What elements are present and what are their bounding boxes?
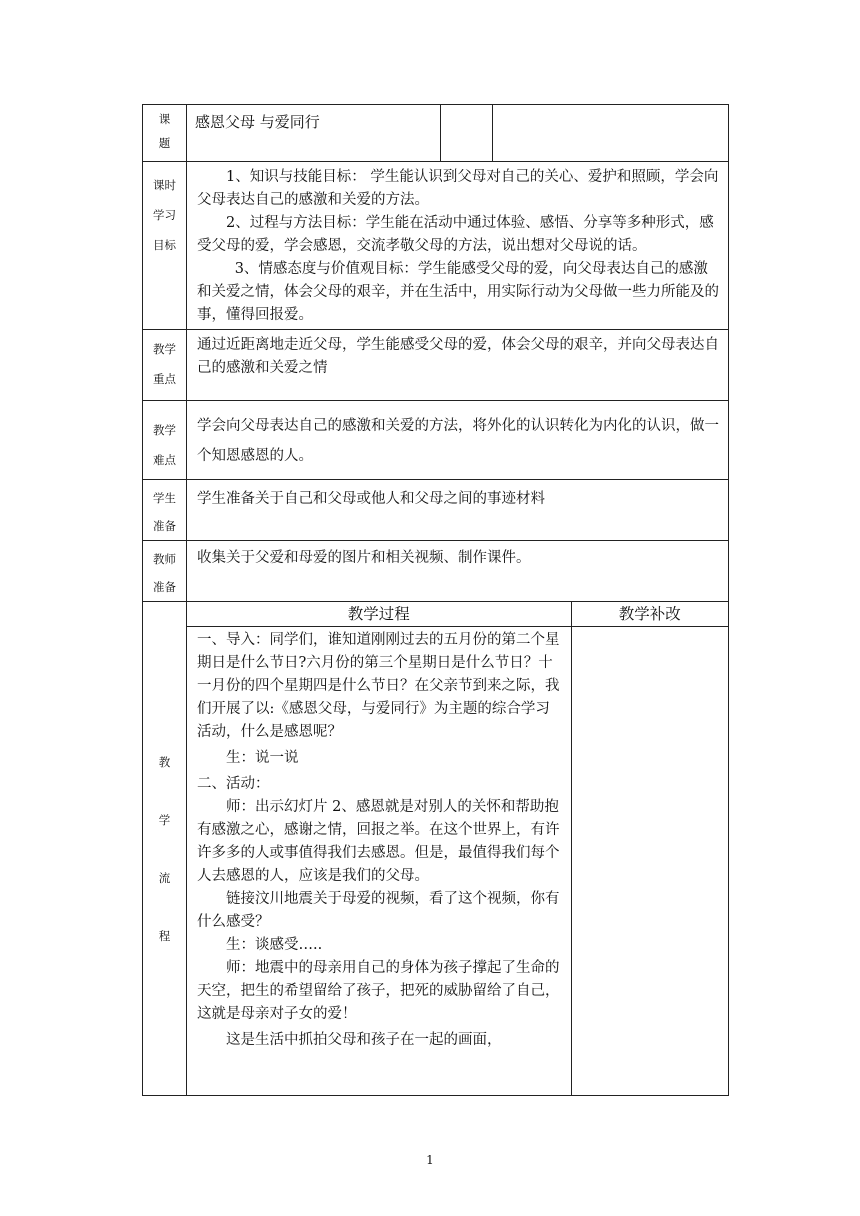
- label-teaching-flow: [143, 602, 187, 1096]
- label-difficulties-line-1: 教学: [153, 423, 176, 437]
- page-number: 1: [426, 1153, 434, 1167]
- row-key-points: [143, 330, 729, 401]
- teaching-process-text: [187, 627, 571, 1096]
- label-flow-line-4: 程: [158, 928, 171, 943]
- flow-teacher-slide: 师：出示幻灯片 2、感恩就是对别人的关怀和帮助抱有感激之心，感谢之情，回报之举。在这个世界上，有许许多多的人或事值得我们去感恩。但是，最值得我们每个人去感恩的人，应该是我们的父母。: [197, 799, 560, 884]
- label-key-points-line-2: 重点: [153, 372, 176, 386]
- difficulties-text: 学会向父母表达自己的感激和关爱的方法，将外化的认识转化为内化的认识，做一个知恩感恩的人。: [187, 401, 729, 480]
- key-points-text: 通过近距离地走近父母，学生能感受父母的爱，体会父母的艰辛，并向父母表达自己的感激和关爱之情: [187, 330, 729, 401]
- objective-process: 2、过程与方法目标：学生能在活动中通过体验、感悟、分享等多种形式，感受父母的爱，学会感恩，交流孝敬父母的方法，说出想对父母说的话。: [197, 215, 714, 254]
- label-objectives-line-3: 目标: [153, 238, 176, 252]
- flow-photos: 这是生活中抓拍父母和孩子在一起的画面，: [226, 1032, 502, 1048]
- teaching-revise-blank: [571, 627, 728, 1096]
- label-flow-line-1: 教: [158, 754, 171, 769]
- flow-teacher-earthquake: 师：地震中的母亲用自己的身体为孩子撑起了生命的天空，把生的希望留给了孩子，把死的威胁留给了自己，这就是母亲对子女的爱！: [197, 960, 560, 1022]
- label-key-points: [143, 330, 187, 401]
- label-title-line-1: 课: [158, 112, 171, 126]
- label-flow-line-3: 流: [158, 870, 171, 885]
- label-flow-line-2: 学: [158, 812, 171, 827]
- student-prep-text: 学生准备关于自己和父母或他人和父母之间的事迹材料: [187, 480, 729, 541]
- row-objectives: [143, 162, 729, 330]
- label-objectives: [143, 162, 187, 330]
- label-difficulties: [143, 401, 187, 480]
- label-student-prep-line-2: 准备: [153, 519, 176, 533]
- lesson-title: 感恩父母 与爱同行: [187, 105, 441, 162]
- row-title: [143, 105, 729, 162]
- label-teacher-prep-line-1: 教师: [153, 552, 176, 566]
- label-objectives-line-2: 学习: [153, 208, 176, 222]
- label-teacher-prep: [143, 541, 187, 602]
- lesson-plan-sheet: [142, 104, 728, 1096]
- row-student-prep: [143, 480, 729, 541]
- title-blank-cell-2: [493, 105, 729, 162]
- flow-student-feelings: 生：谈感受…..: [226, 937, 323, 953]
- row-teaching-flow: [143, 602, 729, 1096]
- flow-student-says: 生：说一说: [226, 750, 299, 766]
- objectives-text: [187, 162, 729, 330]
- teacher-prep-text: 收集关于父爱和母爱的图片和相关视频、制作课件。: [187, 541, 729, 602]
- flow-activity-heading: 二、活动：: [197, 776, 270, 792]
- teaching-flow-inner-table: [187, 602, 728, 1095]
- flow-intro: 一、导入：同学们，谁知道刚刚过去的五月份的第二个星期日是什么节日?六月份的第三个星期日是什么节日？十一月份的四个星期四是什么节日？在父亲节到来之际，我们开展了以:《感恩父母，与爱同行》为主题的综合学习活动，什么是感恩呢？: [197, 632, 560, 740]
- label-difficulties-line-2: 难点: [153, 453, 176, 467]
- title-blank-cell: [441, 105, 493, 162]
- lesson-plan-table: [142, 104, 729, 1096]
- label-objectives-line-1: 课时: [153, 178, 176, 192]
- label-teacher-prep-line-2: 准备: [153, 580, 176, 594]
- label-student-prep: [143, 480, 187, 541]
- flow-video-link: 链接汶川地震关于母爱的视频，看了这个视频，你有什么感受？: [197, 891, 560, 930]
- label-title: [143, 105, 187, 162]
- header-teaching-revise: 教学补改: [571, 602, 728, 627]
- label-key-points-line-1: 教学: [153, 342, 176, 356]
- objective-emotion: 3、情感态度与价值观目标：学生能感受父母的爱，向父母表达自己的感激和关爱之情，体会父母的艰辛，并在生活中，用实际行动为父母做一些力所能及的事，懂得回报爱。: [197, 261, 719, 323]
- objective-knowledge: 1、知识与技能目标： 学生能认识到父母对自己的关心、爱护和照顾，学会向父母表达自己的感激和关爱的方法。: [197, 169, 719, 208]
- row-difficulties: [143, 401, 729, 480]
- teaching-flow-cell: [187, 602, 729, 1096]
- row-teacher-prep: [143, 541, 729, 602]
- label-student-prep-line-1: 学生: [153, 491, 176, 505]
- header-teaching-process: 教学过程: [187, 602, 571, 627]
- label-title-line-2: 题: [158, 136, 171, 150]
